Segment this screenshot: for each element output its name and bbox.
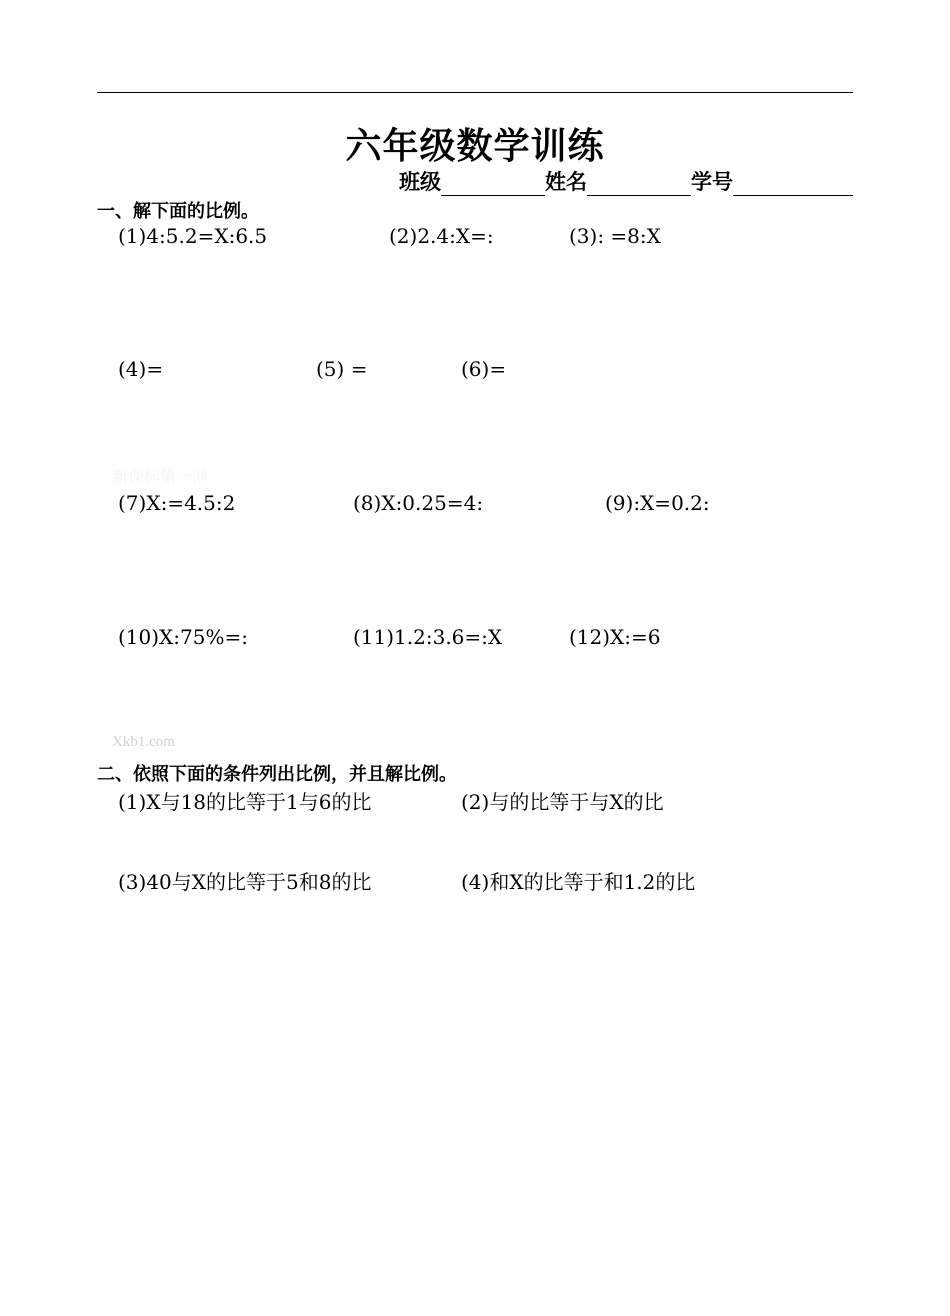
problem-10: (10)X:75%=: <box>118 625 248 649</box>
student-info-line <box>399 166 853 196</box>
class-blank[interactable] <box>441 173 545 196</box>
condition-4: (4)和X的比等于和1.2的比 <box>461 870 696 894</box>
number-label: 学号 <box>691 169 733 194</box>
section1-heading: 一、解下面的比例。 <box>97 201 259 222</box>
number-blank[interactable] <box>733 173 853 196</box>
problem-4: (4)= <box>118 357 164 381</box>
condition-1: (1)X与18的比等于1与6的比 <box>118 790 372 814</box>
problem-3: (3): =8:X <box>569 224 661 248</box>
problem-1: (1)4:5.2=X:6.5 <box>118 224 268 248</box>
name-blank[interactable] <box>587 173 691 196</box>
watermark-faint: 新课标第一网 <box>112 467 209 486</box>
problem-8: (8)X:0.25=4: <box>353 491 484 515</box>
watermark-site: Xkb1.com <box>112 734 175 750</box>
problem-12: (12)X:=6 <box>569 625 661 649</box>
top-rule <box>97 92 853 93</box>
problem-2: (2)2.4:X=: <box>389 224 494 248</box>
condition-3: (3)40与X的比等于5和8的比 <box>118 870 372 894</box>
condition-2: (2)与的比等于与X的比 <box>461 790 664 814</box>
problem-11: (11)1.2:3.6=:X <box>353 625 503 649</box>
section2-heading: 二、依照下面的条件列出比例，并且解比例。 <box>97 764 457 785</box>
problem-6: (6)= <box>461 357 507 381</box>
class-label: 班级 <box>399 169 441 194</box>
name-label: 姓名 <box>545 169 587 194</box>
problem-5: (5) = <box>316 357 368 381</box>
page-title: 六年级数学训练 <box>345 126 605 167</box>
problem-7: (7)X:=4.5:2 <box>118 491 236 515</box>
problem-9: (9):X=0.2: <box>605 491 710 515</box>
